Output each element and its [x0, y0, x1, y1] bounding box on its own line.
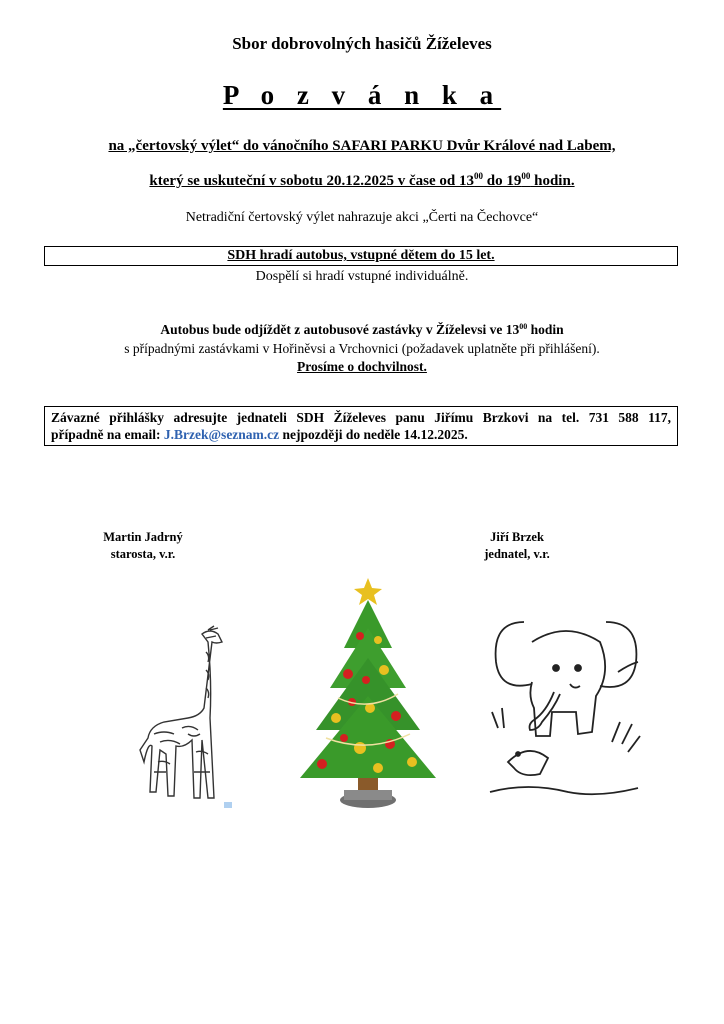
signature-left	[78, 529, 208, 563]
giraffe-illustration	[130, 622, 240, 812]
end-minutes: 00	[521, 171, 531, 181]
organization-name: Sbor dobrovolných hasičů Žíželeves	[232, 34, 492, 53]
elephant-illustration	[488, 612, 648, 812]
hours-text: hodin.	[530, 173, 575, 189]
bus-departure-text: Autobus bude odjíždět z autobusové zastávky v Žíželevsi ve 13	[160, 322, 520, 337]
secretary-role: jednatel, v.r.	[484, 547, 550, 561]
replacement-note: Netradiční čertovský výlet nahrazuje akci „Čerti na Čechovce“	[185, 210, 539, 225]
start-minutes: 00	[474, 171, 484, 181]
chairman-role: starosta, v.r.	[110, 547, 176, 561]
bus-minutes: 00	[519, 322, 528, 331]
christmas-tree-illustration	[286, 578, 446, 822]
small-logo-icon	[224, 802, 232, 808]
trip-description: na „čertovský výlet“ do vánočního SAFARI PARKU Dvůr Králové nad Labem,	[108, 138, 616, 154]
secretary-name: Jiří Brzek	[490, 530, 544, 544]
chairman-name: Martin Jadrný	[103, 530, 183, 544]
registration-contact: Závazné přihlášky adresujte jednateli SDH Žíželeves panu Jiřímu Brzkovi na tel. 731 588 117,	[51, 410, 671, 425]
email-link[interactable]: J.Brzek@seznam.cz	[163, 427, 280, 442]
bus-departure	[0, 322, 724, 338]
trip-date-time	[0, 173, 724, 190]
to-text: do 19	[483, 173, 522, 189]
payment-box: SDH hradí autobus, vstupné dětem do 15 let.	[44, 246, 678, 266]
date-text: který se uskuteční v sobotu 20.12.2025 v čase od 13	[149, 173, 475, 189]
adults-payment: Dospělí si hradí vstupné individuálně.	[255, 269, 469, 284]
bus-stops: s případnými zastávkami v Hořiněvsi a Vrchovnici (požadavek uplatněte při přihlášení).	[124, 341, 600, 356]
deadline-text: nejpozději do neděle 14.12.2025.	[279, 427, 468, 442]
bus-hours-text: hodin	[527, 322, 564, 337]
registration-deadline	[51, 426, 671, 443]
email-prefix: případně na email:	[51, 427, 164, 442]
registration-box	[44, 406, 678, 446]
page-title: P o z v á n k a	[222, 80, 502, 110]
signature-right	[452, 529, 582, 563]
punctuality-request: Prosíme o dochvilnost.	[297, 359, 427, 374]
